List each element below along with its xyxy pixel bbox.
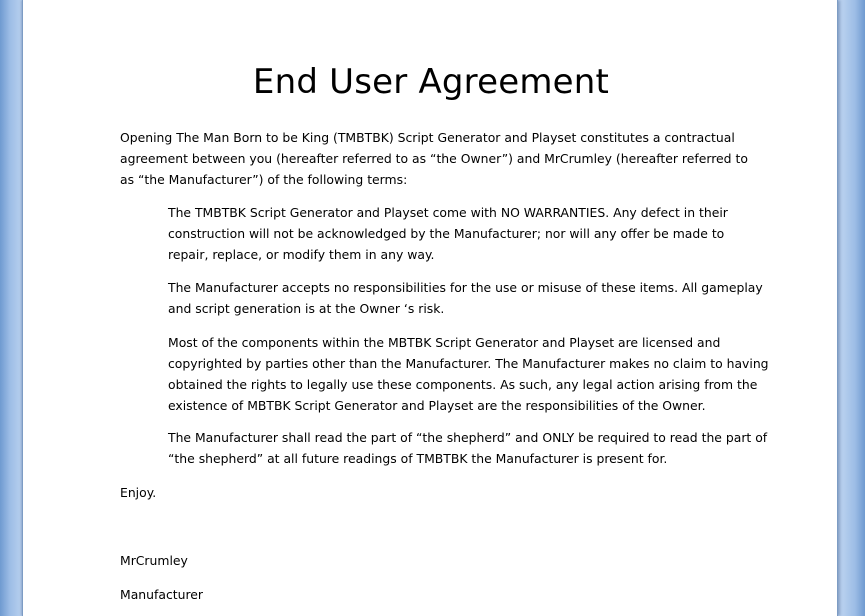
document-page <box>22 0 838 616</box>
document-title: End User Agreement <box>252 62 610 102</box>
term-paragraph-4: The Manufacturer shall read the part of “the shepherd” and ONLY be required to read the part of “the shepherd” at all future readings of TMBTBK the Manufacturer is present for. <box>168 430 768 466</box>
signature-name: MrCrumley <box>120 553 188 568</box>
intro-paragraph: Opening The Man Born to be King (TMBTBK) Script Generator and Playset constitutes a contractual agreement between you (hereafter referred to as “the Owner”) and MrCrumley (hereafter referred to as “the Manufacturer”) of the following terms: <box>120 130 748 187</box>
term-paragraph-2: The Manufacturer accepts no responsibilities for the use or misuse of these items. All gameplay and script generation is at the Owner ‘s risk. <box>168 280 763 316</box>
closing-line: Enjoy. <box>120 485 157 500</box>
signature-title: Manufacturer <box>120 587 204 602</box>
term-paragraph-3: Most of the components within the MBTBK Script Generator and Playset are licensed and copyrighted by parties other than the Manufacturer. The Manufacturer makes no claim to having obtained the rights to legally use these components. As such, any legal action arising from the existence of MBTBK Script Generator and Playset are the responsibilities of the Owner. <box>168 335 769 413</box>
term-paragraph-1: The TMBTBK Script Generator and Playset come with NO WARRANTIES. Any defect in their construction will not be acknowledged by the Manufacturer; nor will any offer be made to repair, replace, or modify them in any way. <box>168 205 728 262</box>
